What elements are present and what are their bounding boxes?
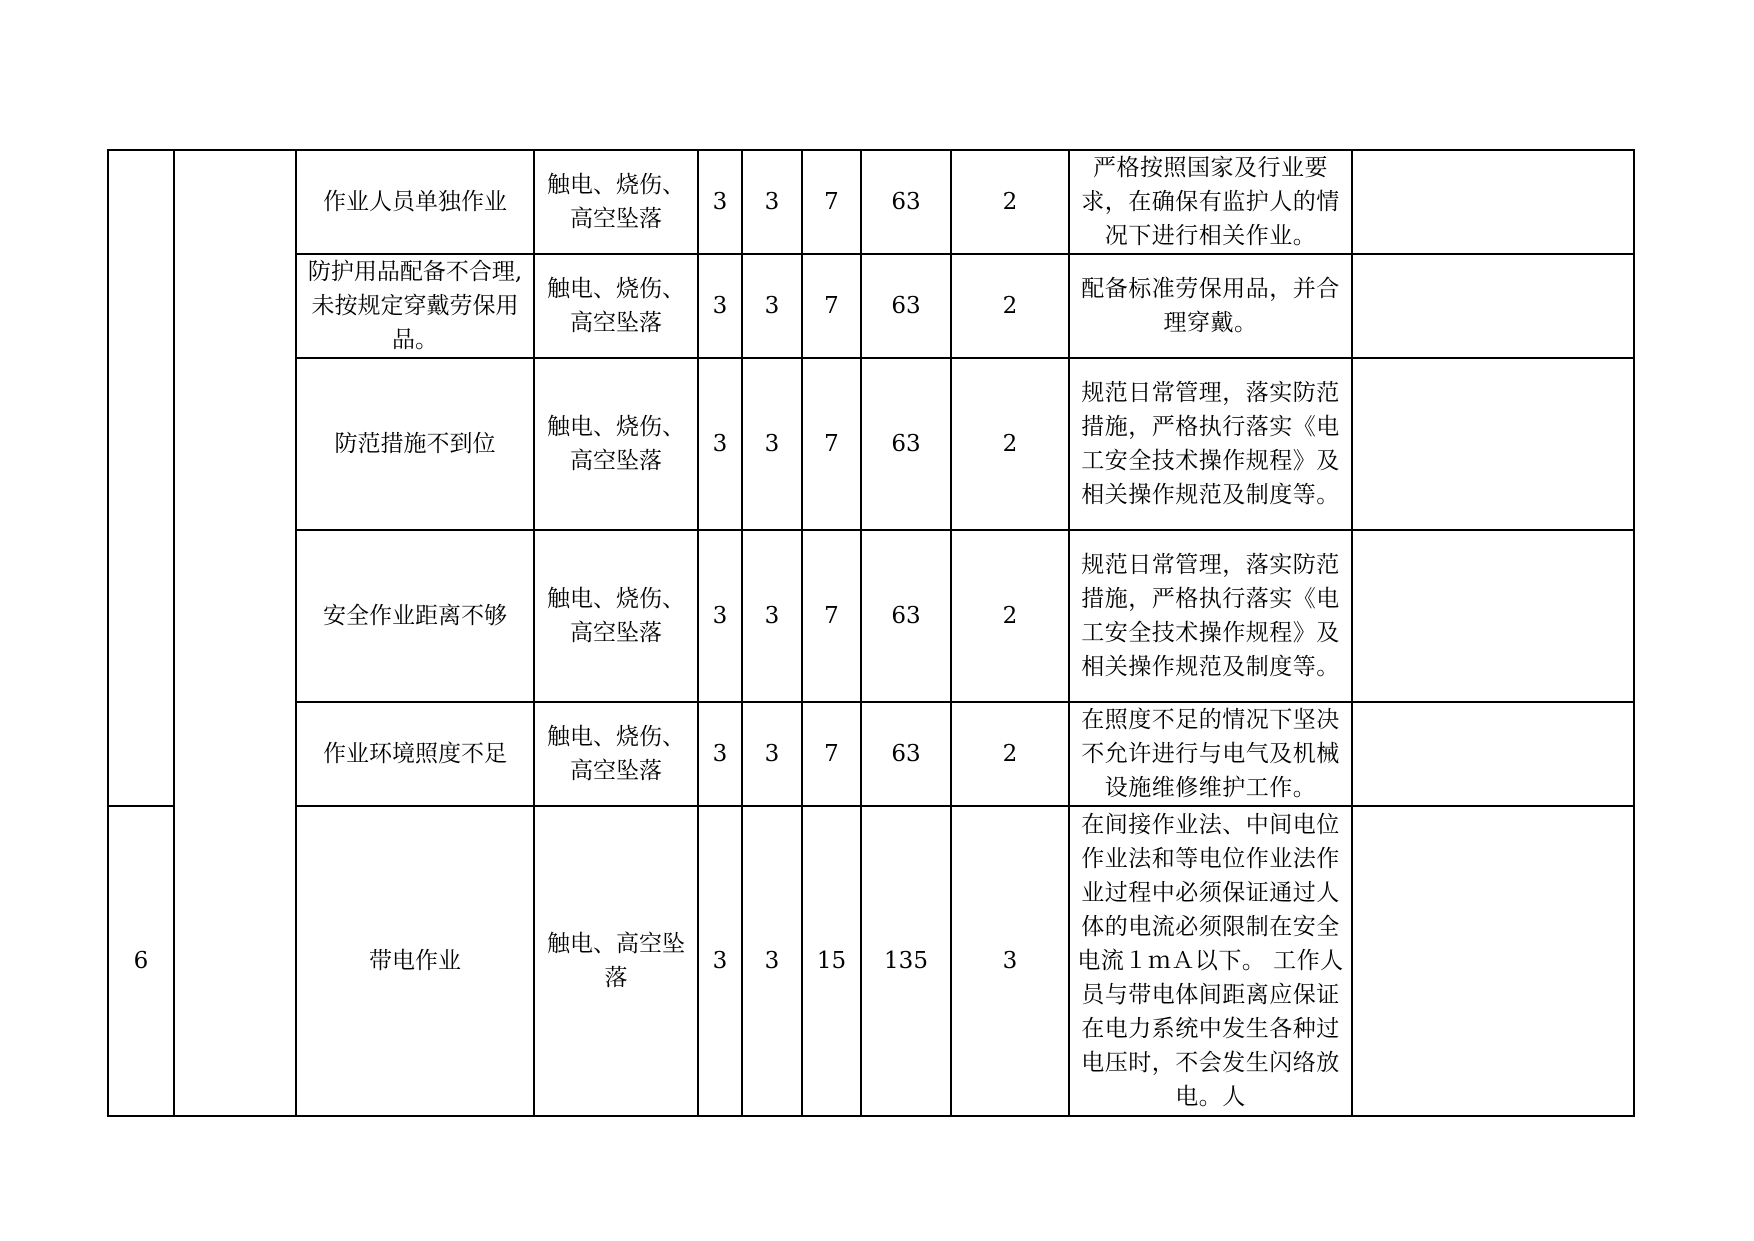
remark-cell bbox=[1352, 358, 1634, 530]
c-value-cell: 7 bbox=[802, 254, 861, 358]
l-value-cell: 3 bbox=[698, 702, 742, 806]
control-measure-cell: 在间接作业法、中间电位作业法和等电位作业法作业过程中必须保证通过人体的电流必须限制在安全电流１ｍＡ以下。 工作人员与带电体间距离应保证在电力系统中发生各种过电压时，不会发生闪络放电。人 bbox=[1069, 806, 1352, 1116]
c-value-cell: 7 bbox=[802, 530, 861, 702]
hazard-cell: 安全作业距离不够 bbox=[296, 530, 534, 702]
risk-assessment-table bbox=[107, 149, 1635, 1117]
risk-level-cell: 2 bbox=[951, 358, 1069, 530]
table-row bbox=[108, 254, 1634, 358]
l-value-cell: 3 bbox=[698, 530, 742, 702]
e-value-cell: 3 bbox=[742, 358, 802, 530]
remark-cell bbox=[1352, 806, 1634, 1116]
control-measure-cell: 规范日常管理，落实防范措施，严格执行落实《电工安全技术操作规程》及相关操作规范及制度等。 bbox=[1069, 358, 1352, 530]
remark-cell bbox=[1352, 150, 1634, 254]
l-value-cell: 3 bbox=[698, 254, 742, 358]
remark-cell bbox=[1352, 702, 1634, 806]
d-value-cell: 63 bbox=[861, 358, 951, 530]
consequence-cell: 触电、烧伤、高空坠落 bbox=[534, 358, 698, 530]
e-value-cell: 3 bbox=[742, 806, 802, 1116]
e-value-cell: 3 bbox=[742, 254, 802, 358]
control-measure-cell: 严格按照国家及行业要求，在确保有监护人的情况下进行相关作业。 bbox=[1069, 150, 1352, 254]
d-value-cell: 135 bbox=[861, 806, 951, 1116]
control-measure-cell: 规范日常管理，落实防范措施，严格执行落实《电工安全技术操作规程》及相关操作规范及制度等。 bbox=[1069, 530, 1352, 702]
l-value-cell: 3 bbox=[698, 150, 742, 254]
risk-level-cell: 2 bbox=[951, 702, 1069, 806]
consequence-cell: 触电、烧伤、高空坠落 bbox=[534, 702, 698, 806]
c-value-cell: 7 bbox=[802, 150, 861, 254]
risk-level-cell: 2 bbox=[951, 150, 1069, 254]
control-measure-cell: 在照度不足的情况下坚决不允许进行与电气及机械设施维修维护工作。 bbox=[1069, 702, 1352, 806]
d-value-cell: 63 bbox=[861, 150, 951, 254]
table-row bbox=[108, 530, 1634, 702]
table-row bbox=[108, 358, 1634, 530]
consequence-cell: 触电、高空坠落 bbox=[534, 806, 698, 1116]
risk-level-cell: 2 bbox=[951, 254, 1069, 358]
risk-level-cell: 2 bbox=[951, 530, 1069, 702]
seq-cell bbox=[108, 150, 174, 806]
l-value-cell: 3 bbox=[698, 358, 742, 530]
table-row bbox=[108, 150, 1634, 254]
hazard-cell: 带电作业 bbox=[296, 806, 534, 1116]
e-value-cell: 3 bbox=[742, 702, 802, 806]
risk-level-cell: 3 bbox=[951, 806, 1069, 1116]
c-value-cell: 7 bbox=[802, 358, 861, 530]
consequence-cell: 触电、烧伤、高空坠落 bbox=[534, 150, 698, 254]
table-row bbox=[108, 702, 1634, 806]
c-value-cell: 15 bbox=[802, 806, 861, 1116]
hazard-cell: 防范措施不到位 bbox=[296, 358, 534, 530]
category-cell bbox=[174, 150, 296, 1116]
d-value-cell: 63 bbox=[861, 530, 951, 702]
e-value-cell: 3 bbox=[742, 530, 802, 702]
l-value-cell: 3 bbox=[698, 806, 742, 1116]
c-value-cell: 7 bbox=[802, 702, 861, 806]
table-row bbox=[108, 806, 1634, 1116]
control-measure-cell: 配备标准劳保用品，并合理穿戴。 bbox=[1069, 254, 1352, 358]
hazard-cell: 作业人员单独作业 bbox=[296, 150, 534, 254]
seq-cell: 6 bbox=[108, 806, 174, 1116]
e-value-cell: 3 bbox=[742, 150, 802, 254]
consequence-cell: 触电、烧伤、高空坠落 bbox=[534, 530, 698, 702]
hazard-cell: 防护用品配备不合理,未按规定穿戴劳保用品。 bbox=[296, 254, 534, 358]
hazard-cell: 作业环境照度不足 bbox=[296, 702, 534, 806]
remark-cell bbox=[1352, 530, 1634, 702]
d-value-cell: 63 bbox=[861, 254, 951, 358]
d-value-cell: 63 bbox=[861, 702, 951, 806]
remark-cell bbox=[1352, 254, 1634, 358]
consequence-cell: 触电、烧伤、高空坠落 bbox=[534, 254, 698, 358]
